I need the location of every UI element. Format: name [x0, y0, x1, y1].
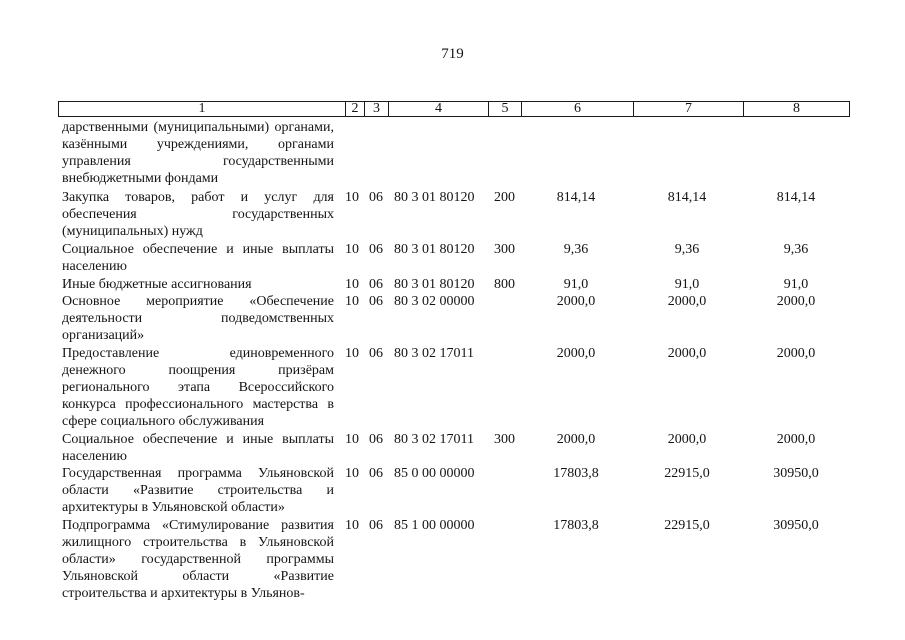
- row-target-code: 85 1 00 00000: [394, 518, 475, 533]
- row-subsection: 06: [369, 432, 383, 447]
- row-subsection: 06: [369, 346, 383, 361]
- row-amount-6: 814,14: [556, 190, 596, 205]
- row-name: Государственная программа Ульяновской области «Развитие строительства и архитектуры в Ульяновской области»: [62, 466, 334, 515]
- row-target-code: 80 3 01 80120: [394, 277, 475, 292]
- row-section: 10: [345, 518, 359, 533]
- row-section: 10: [345, 466, 359, 481]
- row-amount-8: 91,0: [783, 277, 809, 292]
- row-target-code: 80 3 01 80120: [394, 190, 475, 205]
- row-subsection: 06: [369, 518, 383, 533]
- header-col-4: 4: [388, 102, 488, 116]
- row-subsection: 06: [369, 294, 383, 309]
- row-expense-type: 800: [494, 277, 515, 292]
- row-amount-7: 22915,0: [664, 466, 710, 481]
- header-col-6: 6: [521, 102, 633, 116]
- row-amount-6: 91,0: [563, 277, 589, 292]
- header-col-7: 7: [633, 102, 743, 116]
- row-section: 10: [345, 294, 359, 309]
- header-col-2: 2: [345, 102, 364, 116]
- row-amount-8: 814,14: [776, 190, 816, 205]
- row-amount-6: 2000,0: [556, 346, 596, 361]
- row-target-code: 80 3 02 17011: [394, 346, 474, 361]
- header-col-8: 8: [743, 102, 849, 116]
- row-name: Социальное обеспечение и иные выплаты населению: [62, 432, 334, 464]
- row-amount-8: 9,36: [783, 242, 809, 257]
- row-expense-type: 300: [494, 432, 515, 447]
- header-col-3: 3: [364, 102, 388, 116]
- row-section: 10: [345, 277, 359, 292]
- row-subsection: 06: [369, 466, 383, 481]
- row-name: Иные бюджетные ассигнования: [62, 277, 252, 292]
- row-amount-7: 814,14: [667, 190, 707, 205]
- row-name: Закупка товаров, работ и услуг для обеспечения государственных (муниципальных) нужд: [62, 190, 334, 239]
- row-name: Социальное обеспечение и иные выплаты населению: [62, 242, 334, 274]
- row-name: дарственными (муниципальными) органами, казёнными учреждениями, органами управления государственными внебюджетными фондами: [62, 120, 334, 186]
- row-target-code: 80 3 01 80120: [394, 242, 475, 257]
- page-number: 719: [441, 46, 464, 62]
- row-name: Основное мероприятие «Обеспечение деятельности подведомственных организаций»: [62, 294, 334, 343]
- row-subsection: 06: [369, 190, 383, 205]
- row-section: 10: [345, 242, 359, 257]
- row-amount-8: 30950,0: [773, 518, 819, 533]
- row-amount-8: 30950,0: [773, 466, 819, 481]
- row-subsection: 06: [369, 242, 383, 257]
- row-amount-7: 22915,0: [664, 518, 710, 533]
- row-section: 10: [345, 190, 359, 205]
- row-section: 10: [345, 346, 359, 361]
- row-amount-6: 2000,0: [556, 294, 596, 309]
- row-amount-7: 2000,0: [667, 346, 707, 361]
- row-name: Подпрограмма «Стимулирование развития жилищного строительства в Ульяновской области» государственной программы Ульяновской области «Развитие строительства и архитектуры в Ульянов-: [62, 518, 334, 601]
- row-amount-7: 9,36: [674, 242, 700, 257]
- header-col-1: 1: [198, 101, 206, 116]
- row-amount-8: 2000,0: [776, 346, 816, 361]
- row-target-code: 80 3 02 17011: [394, 432, 474, 447]
- header-col-5: 5: [488, 102, 521, 116]
- row-amount-8: 2000,0: [776, 294, 816, 309]
- row-amount-8: 2000,0: [776, 432, 816, 447]
- row-amount-7: 91,0: [674, 277, 700, 292]
- row-amount-7: 2000,0: [667, 432, 707, 447]
- row-amount-7: 2000,0: [667, 294, 707, 309]
- row-amount-6: 17803,8: [553, 466, 599, 481]
- row-section: 10: [345, 432, 359, 447]
- row-expense-type: 300: [494, 242, 515, 257]
- row-target-code: 85 0 00 00000: [394, 466, 475, 481]
- row-amount-6: 17803,8: [553, 518, 599, 533]
- row-subsection: 06: [369, 277, 383, 292]
- row-name: Предоставление единовременного денежного поощрения призёрам регионального этапа Всероссийского конкурса профессионального мастерства в сфере социального обслуживания: [62, 346, 334, 429]
- row-amount-6: 2000,0: [556, 432, 596, 447]
- table-header: [58, 101, 850, 117]
- row-target-code: 80 3 02 00000: [394, 294, 475, 309]
- row-expense-type: 200: [494, 190, 515, 205]
- row-amount-6: 9,36: [563, 242, 589, 257]
